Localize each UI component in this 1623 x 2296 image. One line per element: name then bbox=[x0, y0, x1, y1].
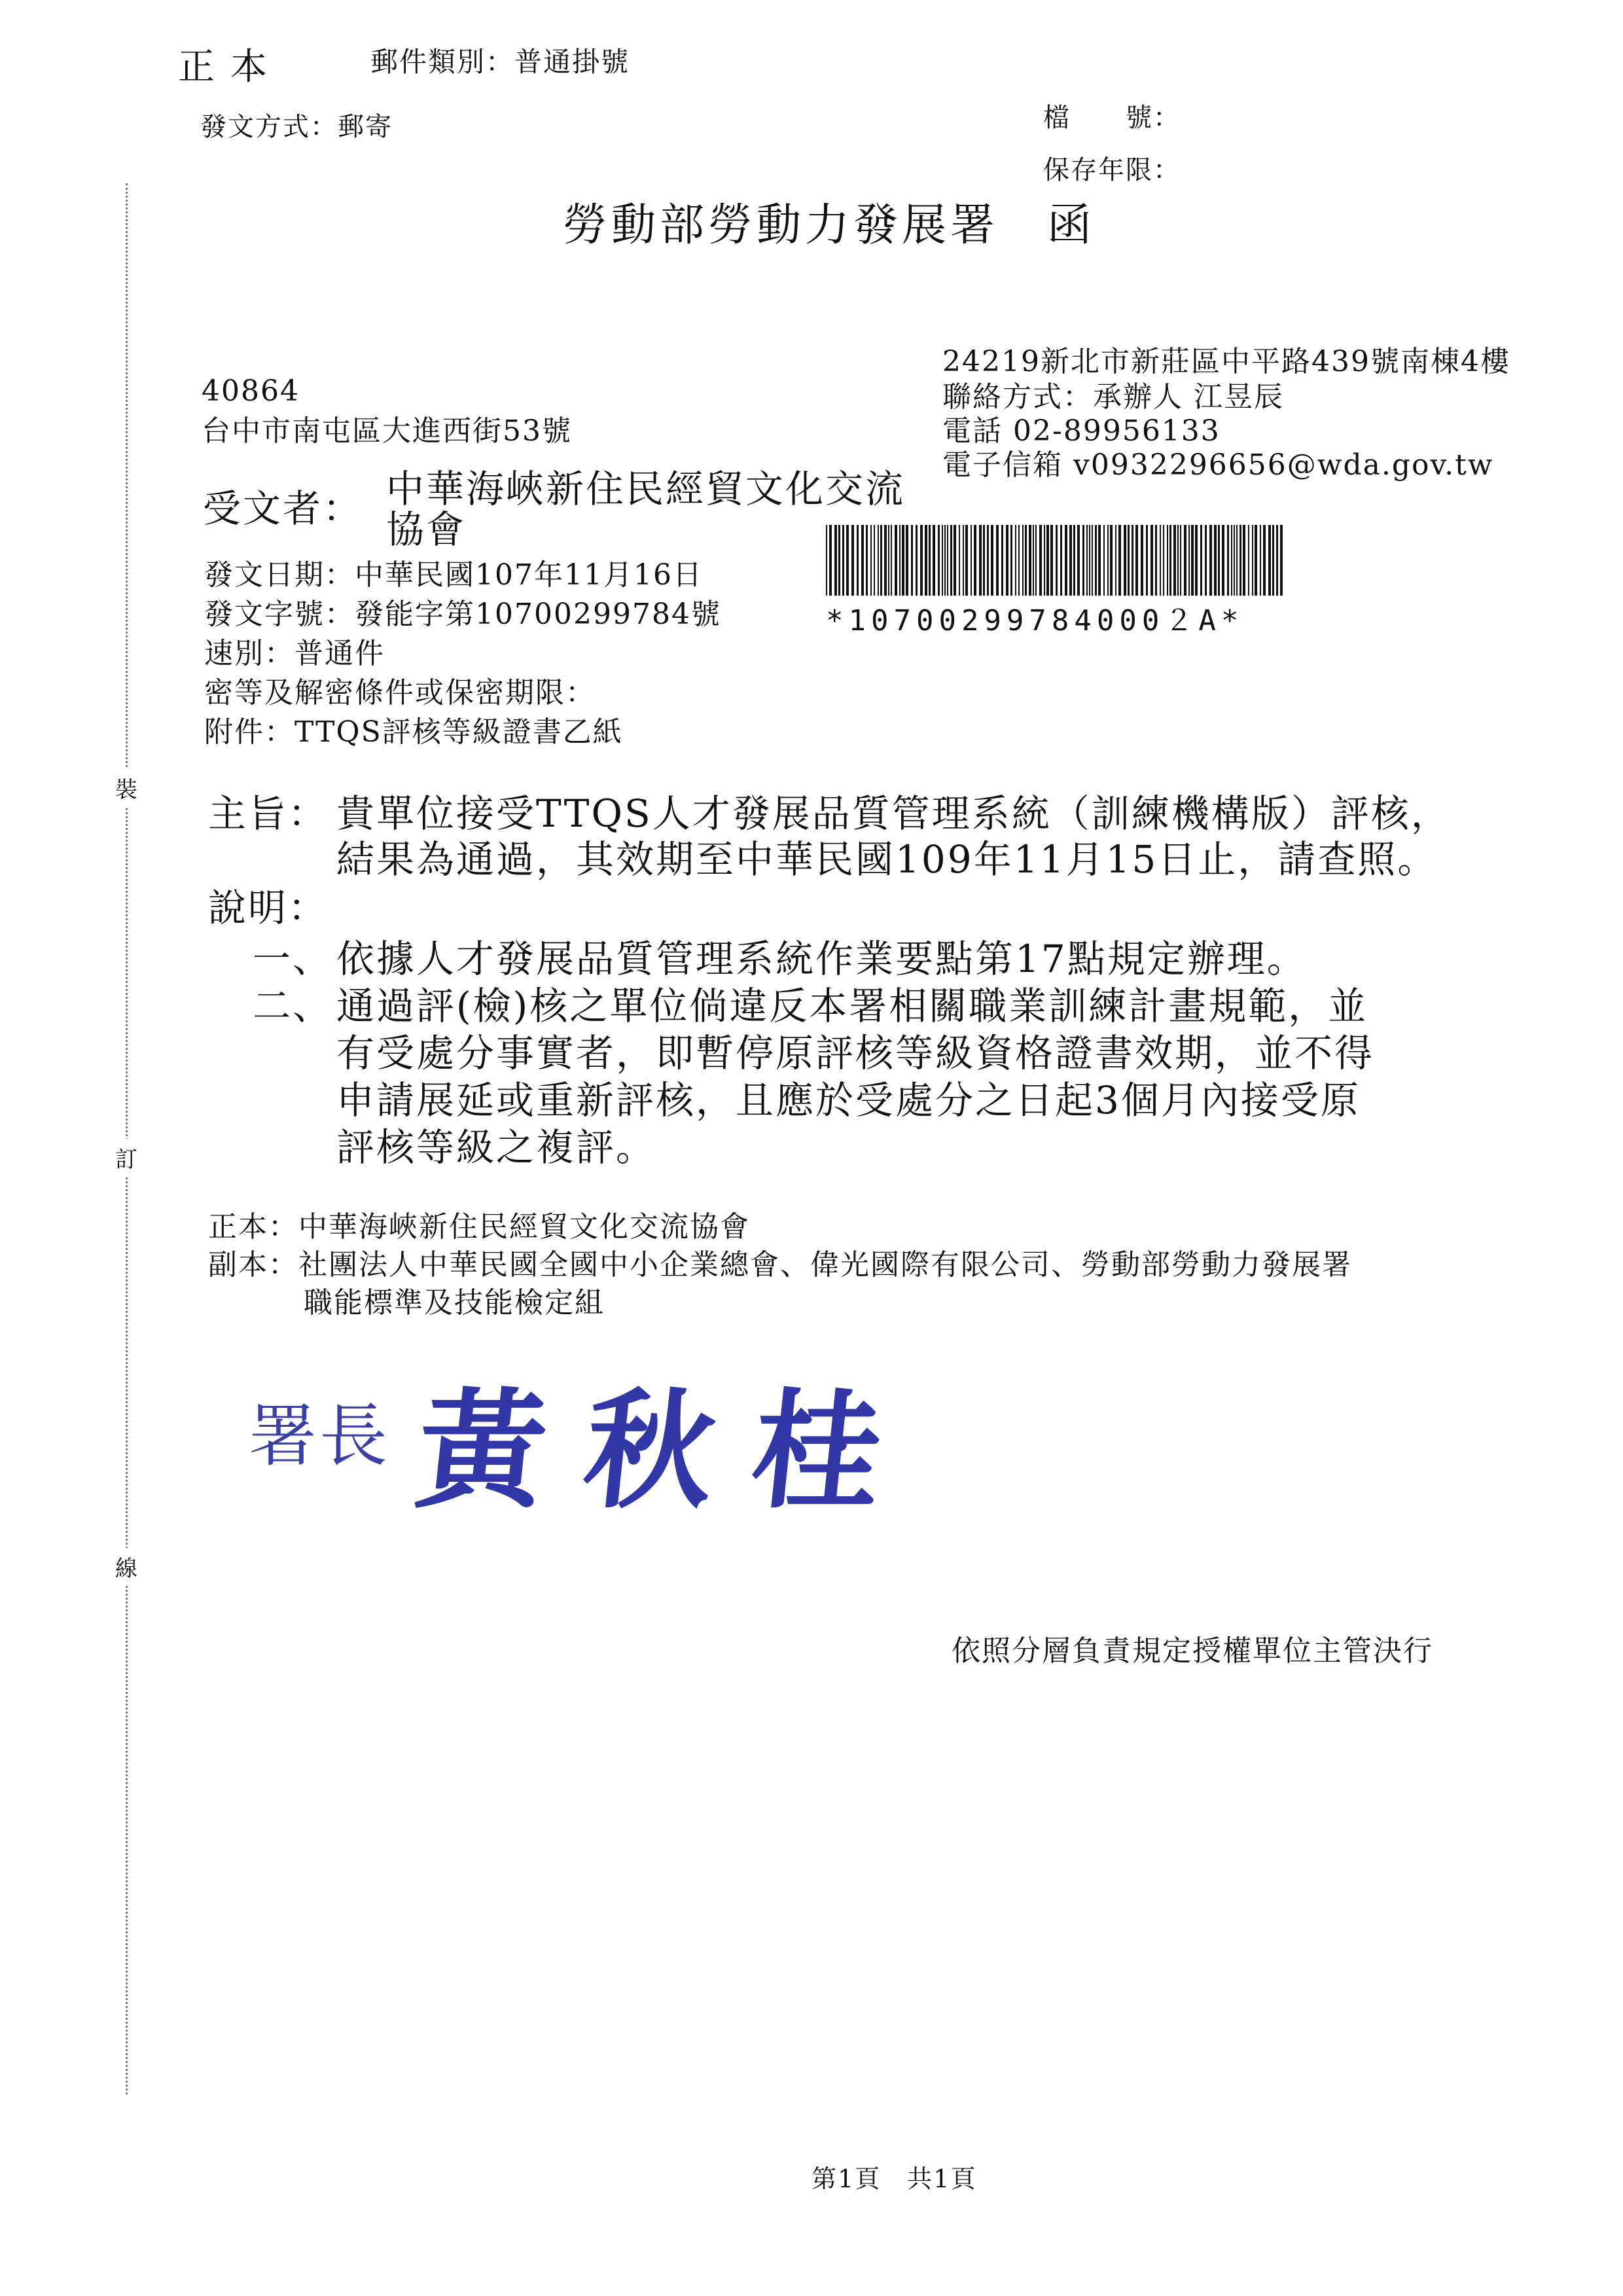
barcode-bar bbox=[1103, 525, 1105, 596]
explanation-label: 說明： bbox=[208, 886, 329, 930]
barcode-bar bbox=[851, 525, 854, 596]
subject-line1: 貴單位接受TTQS人才發展品質管理系統（訓練機構版）評核， bbox=[336, 791, 1451, 836]
barcode-bar bbox=[866, 525, 868, 596]
barcode-bar bbox=[1255, 525, 1257, 596]
security-class: 密等及解密條件或保密期限： bbox=[204, 676, 596, 709]
recipient-label: 受文者： bbox=[203, 486, 363, 531]
barcode-bar bbox=[1073, 525, 1075, 596]
barcode-bar bbox=[1065, 525, 1067, 596]
authorization-note: 依照分層負責規定授權單位主管決行 bbox=[952, 1634, 1433, 1668]
barcode-bar bbox=[878, 525, 879, 596]
barcode-bar bbox=[1167, 525, 1168, 596]
barcode-bar bbox=[1268, 525, 1271, 596]
barcode-bar bbox=[1010, 525, 1012, 596]
explanation-item2-line2: 有受處分事實者，即暫停原評核等級資格證書效期，並不得 bbox=[336, 1031, 1375, 1075]
barcode-bar bbox=[1222, 525, 1224, 596]
barcode-bar bbox=[1173, 525, 1176, 596]
distribution-copy-line2: 職能標準及技能檢定組 bbox=[304, 1286, 605, 1319]
barcode-bar bbox=[971, 525, 972, 596]
barcode-bar bbox=[1191, 525, 1194, 596]
barcode-bar bbox=[1022, 525, 1024, 596]
barcode-bar bbox=[888, 525, 889, 596]
subject-label: 主旨： bbox=[208, 791, 329, 836]
barcode-bar bbox=[1240, 525, 1241, 596]
barcode-bar bbox=[1188, 525, 1190, 596]
barcode-bar bbox=[846, 525, 849, 596]
document-number: 發文字號：發能字第10700299784號 bbox=[204, 598, 721, 631]
barcode-bar bbox=[1231, 525, 1232, 596]
barcode-bar bbox=[1115, 525, 1116, 596]
barcode-bar bbox=[842, 525, 844, 596]
subject-line2: 結果為通過，其效期至中華民國109年11月15日止，請查照。 bbox=[336, 837, 1438, 882]
barcode-bar bbox=[870, 525, 872, 596]
barcode-bar bbox=[899, 525, 901, 596]
recipient-name-line2: 協會 bbox=[386, 507, 467, 552]
barcode-bar bbox=[1086, 525, 1088, 596]
barcode-bar bbox=[861, 525, 864, 596]
sender-phone: 電話 02-89956133 bbox=[942, 414, 1221, 448]
barcode-bar bbox=[929, 525, 931, 596]
mail-type: 郵件類別：普通掛號 bbox=[370, 46, 630, 78]
barcode-bar bbox=[1015, 525, 1016, 596]
barcode-bar bbox=[1227, 525, 1229, 596]
signature-title: 署長 bbox=[249, 1396, 391, 1476]
barcode-bar bbox=[1243, 525, 1245, 596]
recipient-address: 台中市南屯區大進西街53號 bbox=[202, 414, 572, 448]
sender-contact: 聯絡方式：承辦人 江昱辰 bbox=[942, 380, 1284, 414]
barcode-bar bbox=[1200, 525, 1202, 596]
barcode-bar bbox=[1248, 525, 1249, 596]
barcode-bar bbox=[1077, 525, 1080, 596]
attachment: 附件：TTQS評核等級證書乙紙 bbox=[204, 715, 623, 749]
barcode-bar bbox=[933, 525, 935, 596]
binding-mark-ding: 訂 bbox=[115, 1139, 137, 1176]
barcode-bar bbox=[906, 525, 908, 596]
barcode-bar bbox=[1092, 525, 1093, 596]
barcode-bar bbox=[902, 525, 904, 596]
barcode-bar bbox=[1089, 525, 1090, 596]
barcode-bar bbox=[1046, 525, 1049, 596]
barcode-bar bbox=[1050, 525, 1053, 596]
barcode-bar bbox=[1272, 525, 1274, 596]
barcode-bar bbox=[911, 525, 913, 596]
explanation-item2-line3: 申請展延或重新評核，且應於受處分之日起3個月內接受原 bbox=[336, 1078, 1361, 1122]
barcode-bar bbox=[1205, 525, 1207, 596]
sender-address: 24219新北市新莊區中平路439號南棟4樓 bbox=[942, 345, 1510, 378]
barcode-bar bbox=[1082, 525, 1084, 596]
barcode-bar bbox=[1160, 525, 1161, 596]
barcode-bar bbox=[1095, 525, 1097, 596]
barcode-bar bbox=[1128, 525, 1130, 596]
barcode-bar bbox=[942, 525, 943, 596]
barcode-bar bbox=[950, 525, 952, 596]
barcode-bar bbox=[834, 525, 837, 596]
barcode-bar bbox=[1060, 525, 1062, 596]
barcode-bar bbox=[996, 525, 999, 596]
barcode-bar bbox=[965, 525, 968, 596]
barcode-bar bbox=[944, 525, 946, 596]
barcode-bar bbox=[1110, 525, 1113, 596]
barcode-bar bbox=[1150, 525, 1153, 596]
barcode-bar bbox=[891, 525, 892, 596]
barcode-bar bbox=[925, 525, 927, 596]
barcode-bar bbox=[1107, 525, 1109, 596]
barcode-bar bbox=[963, 525, 964, 596]
barcode-bar bbox=[1209, 525, 1212, 596]
barcode-bar bbox=[1069, 525, 1072, 596]
file-number: 檔 號： bbox=[1043, 103, 1181, 133]
barcode-bar bbox=[938, 525, 940, 596]
explanation-item1-marker: 一、 bbox=[253, 937, 333, 981]
speed-class: 速別：普通件 bbox=[204, 637, 385, 670]
barcode-bar bbox=[947, 525, 948, 596]
barcode-bar bbox=[1029, 525, 1031, 596]
barcode-bar bbox=[1141, 525, 1143, 596]
explanation-item1: 依據人才發展品質管理系統作業要點第17點規定辦理。 bbox=[336, 937, 1307, 981]
barcode-bar bbox=[1025, 525, 1027, 596]
barcode-bar bbox=[1280, 525, 1283, 596]
barcode-bar bbox=[987, 525, 989, 596]
barcode-bar bbox=[1276, 525, 1278, 596]
barcode-bar bbox=[1155, 525, 1157, 596]
barcode-bar bbox=[1039, 525, 1042, 596]
barcode-bar bbox=[838, 525, 840, 596]
barcode-bar bbox=[1169, 525, 1171, 596]
barcode-bar bbox=[1180, 525, 1181, 596]
signature-name: 黃秋桂 bbox=[410, 1376, 929, 1526]
barcode-bar bbox=[1035, 525, 1037, 596]
distribution-copy-line1: 副本：社團法人中華民國全國中小企業總會、偉光國際有限公司、勞動部勞動力發展署 bbox=[208, 1248, 1352, 1282]
sender-email: 電子信箱 v0932296656@wda.gov.tw bbox=[942, 448, 1494, 482]
barcode-bar bbox=[1044, 525, 1045, 596]
barcode-bar bbox=[857, 525, 859, 596]
barcode-bar bbox=[1132, 525, 1133, 596]
barcode-bar bbox=[1218, 525, 1220, 596]
barcode-bar bbox=[983, 525, 985, 596]
barcode-bar bbox=[829, 525, 832, 596]
copy-type: 正本 bbox=[178, 46, 283, 88]
explanation-item2-line1: 通過評(檢)核之單位倘違反本署相關職業訓練計畫規範，並 bbox=[336, 984, 1368, 1028]
send-method: 發文方式：郵寄 bbox=[200, 112, 393, 142]
explanation-item2-marker: 二、 bbox=[253, 984, 333, 1028]
barcode-bar bbox=[1033, 525, 1034, 596]
barcode-bar bbox=[954, 525, 956, 596]
explanation-item2-line4: 評核等級之複評。 bbox=[336, 1125, 656, 1170]
retention-period: 保存年限： bbox=[1043, 155, 1181, 185]
recipient-postal-code: 40864 bbox=[202, 374, 300, 408]
barcode-bar bbox=[1234, 525, 1235, 596]
issue-date: 發文日期：中華民國107年11月16日 bbox=[204, 558, 703, 592]
barcode-bar bbox=[826, 525, 827, 596]
barcode-bar bbox=[979, 525, 982, 596]
barcode-bar bbox=[1163, 525, 1164, 596]
barcode-bar bbox=[1195, 525, 1198, 596]
barcode-bar bbox=[1124, 525, 1126, 596]
barcode-bar bbox=[920, 525, 923, 596]
barcode-bar bbox=[1146, 525, 1148, 596]
barcode-bar bbox=[1263, 525, 1266, 596]
barcode-bar bbox=[874, 525, 875, 596]
barcode-bar bbox=[991, 525, 993, 596]
barcode-text: *10700299784000２A* bbox=[826, 604, 1244, 637]
barcode-bar bbox=[1118, 525, 1121, 596]
barcode-bar bbox=[1001, 525, 1003, 596]
barcode-bar bbox=[974, 525, 976, 596]
barcode-bar bbox=[1135, 525, 1138, 596]
barcode-bar bbox=[880, 525, 882, 596]
barcode-bar bbox=[916, 525, 918, 596]
barcode-bar bbox=[1056, 525, 1058, 596]
barcode-bar bbox=[1252, 525, 1253, 596]
barcode-bar bbox=[1006, 525, 1008, 596]
barcode-bar bbox=[895, 525, 897, 596]
distribution-original: 正本：中華海峽新住民經貿文化交流協會 bbox=[208, 1210, 750, 1244]
barcode-bar bbox=[1214, 525, 1217, 596]
binding-mark-xian: 線 bbox=[115, 1548, 137, 1585]
barcode-bar bbox=[1018, 525, 1020, 596]
barcode-bar bbox=[1177, 525, 1179, 596]
document-title: 勞動部勞動力發展署 函 bbox=[563, 200, 1096, 251]
page-footer: 第1頁 共1頁 bbox=[812, 2164, 977, 2193]
barcode bbox=[826, 525, 1284, 596]
barcode-bar bbox=[959, 525, 960, 596]
barcode-bar bbox=[1236, 525, 1238, 596]
barcode-bar bbox=[1260, 525, 1261, 596]
barcode-bar bbox=[884, 525, 887, 596]
barcode-bar bbox=[1098, 525, 1101, 596]
binding-mark-zhuang: 裝 bbox=[115, 769, 137, 806]
barcode-bar bbox=[1184, 525, 1186, 596]
recipient-name-line1: 中華海峽新住民經貿文化交流 bbox=[386, 467, 906, 511]
